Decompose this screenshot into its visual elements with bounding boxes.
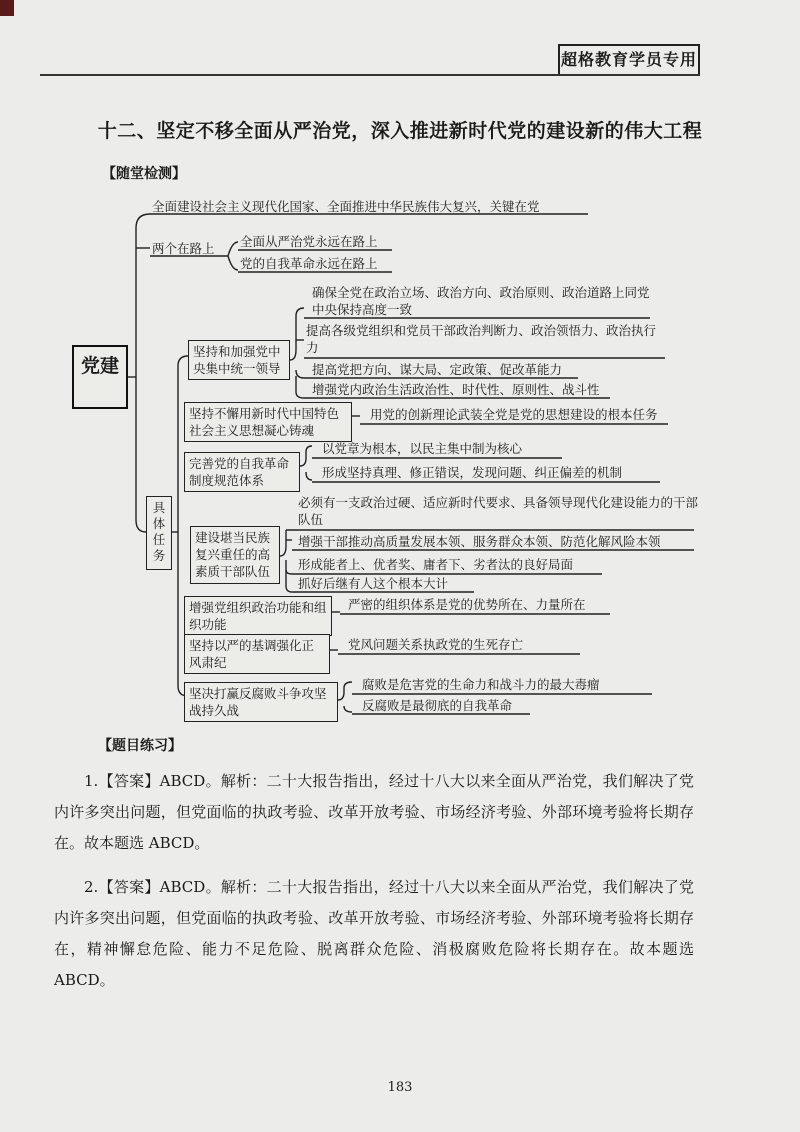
task-item: 确保全党在政治立场、政治方向、政治原则、政治道路上同党中央保持高度一致 [312,285,650,317]
task-item: 抓好后继有人这个根本大计 [298,576,449,591]
task-item: 以党章为根本，以民主集中制为核心 [322,441,523,456]
answer-text: 1.【答案】ABCD。解析：二十大报告指出，经过十八大以来全面从严治党，我们解决了党内许多突出问题，但党面临的执政考验、改革开放考验、市场经济考验、外部环境考验将长期存在。故本题选 ABCD。 [54,772,694,852]
task-node: 坚持和加强党中央集中统一领导 [188,340,290,380]
two-roads-item: 党的自我革命永远在路上 [240,256,378,271]
page-number: 183 [387,1080,413,1095]
brand-label: 超格教育学员专用 [558,44,700,76]
task-node: 完善党的自我革命制度规范体系 [184,452,300,492]
task-item: 增强党内政治生活政治性、时代性、原则性、战斗性 [312,382,600,397]
two-roads-item: 全面从严治党永远在路上 [240,234,378,249]
answer-text: 2.【答案】ABCD。解析：二十大报告指出，经过十八大以来全面从严治党，我们解决了党内许多突出问题，但党面临的执政考验、改革开放考验、市场经济考验、外部环境考验将长期存在，精神懈怠危险、能力不足危险、脱离群众危险、消极腐败危险将长期存在。故本题选 ABCD。 [54,878,694,989]
task-item: 反腐败是最彻底的自我革命 [362,698,513,713]
tasks-label: 具体任务 [146,496,172,570]
section-heading-check: 【随堂检测】 [102,166,186,182]
page-title: 十二、坚定不移全面从严治党，深入推进新时代党的建设新的伟大工程 [97,120,703,142]
task-item: 增强干部推动高质量发展本领、服务群众本领、防范化解风险本领 [298,534,661,549]
mindmap-top-line: 全面建设社会主义现代化国家、全面推进中华民族伟大复兴，关键在党 [152,199,540,214]
task-node: 坚持以严的基调强化正风肃纪 [184,634,330,674]
task-item: 提高各级党组织和党员干部政治判断力、政治领悟力、政治执行力 [306,323,657,355]
task-item: 必须有一支政治过硬、适应新时代要求、具备领导现代化建设能力的干部队伍 [298,495,699,527]
task-node: 坚决打赢反腐败斗争攻坚战持久战 [184,682,338,722]
task-item: 党风问题关系执政党的生死存亡 [348,637,524,652]
task-node: 建设堪当民族复兴重任的高素质干部队伍 [190,526,280,584]
task-node: 坚持不懈用新时代中国特色社会主义思想凝心铸魂 [184,402,352,442]
task-item: 严密的组织体系是党的优势所在、力量所在 [348,597,586,612]
task-item: 形成坚持真理、修正错误，发现问题、纠正偏差的机制 [322,465,623,480]
mindmap-root: 党建 [72,345,128,409]
answer-2 [54,872,694,996]
two-roads-label: 两个在路上 [152,241,215,256]
task-item: 形成能者上、优者奖、庸者下、劣者汰的良好局面 [298,557,574,572]
answer-1 [54,766,694,859]
task-item: 提高党把方向、谋大局、定政策、促改革能力 [312,362,563,377]
task-item: 腐败是危害党的生命力和战斗力的最大毒瘤 [362,677,600,692]
task-node: 增强党组织政治功能和组织功能 [184,596,332,636]
task-item: 用党的创新理论武装全党是党的思想建设的根本任务 [370,407,658,422]
section-heading-practice: 【题目练习】 [98,738,182,754]
